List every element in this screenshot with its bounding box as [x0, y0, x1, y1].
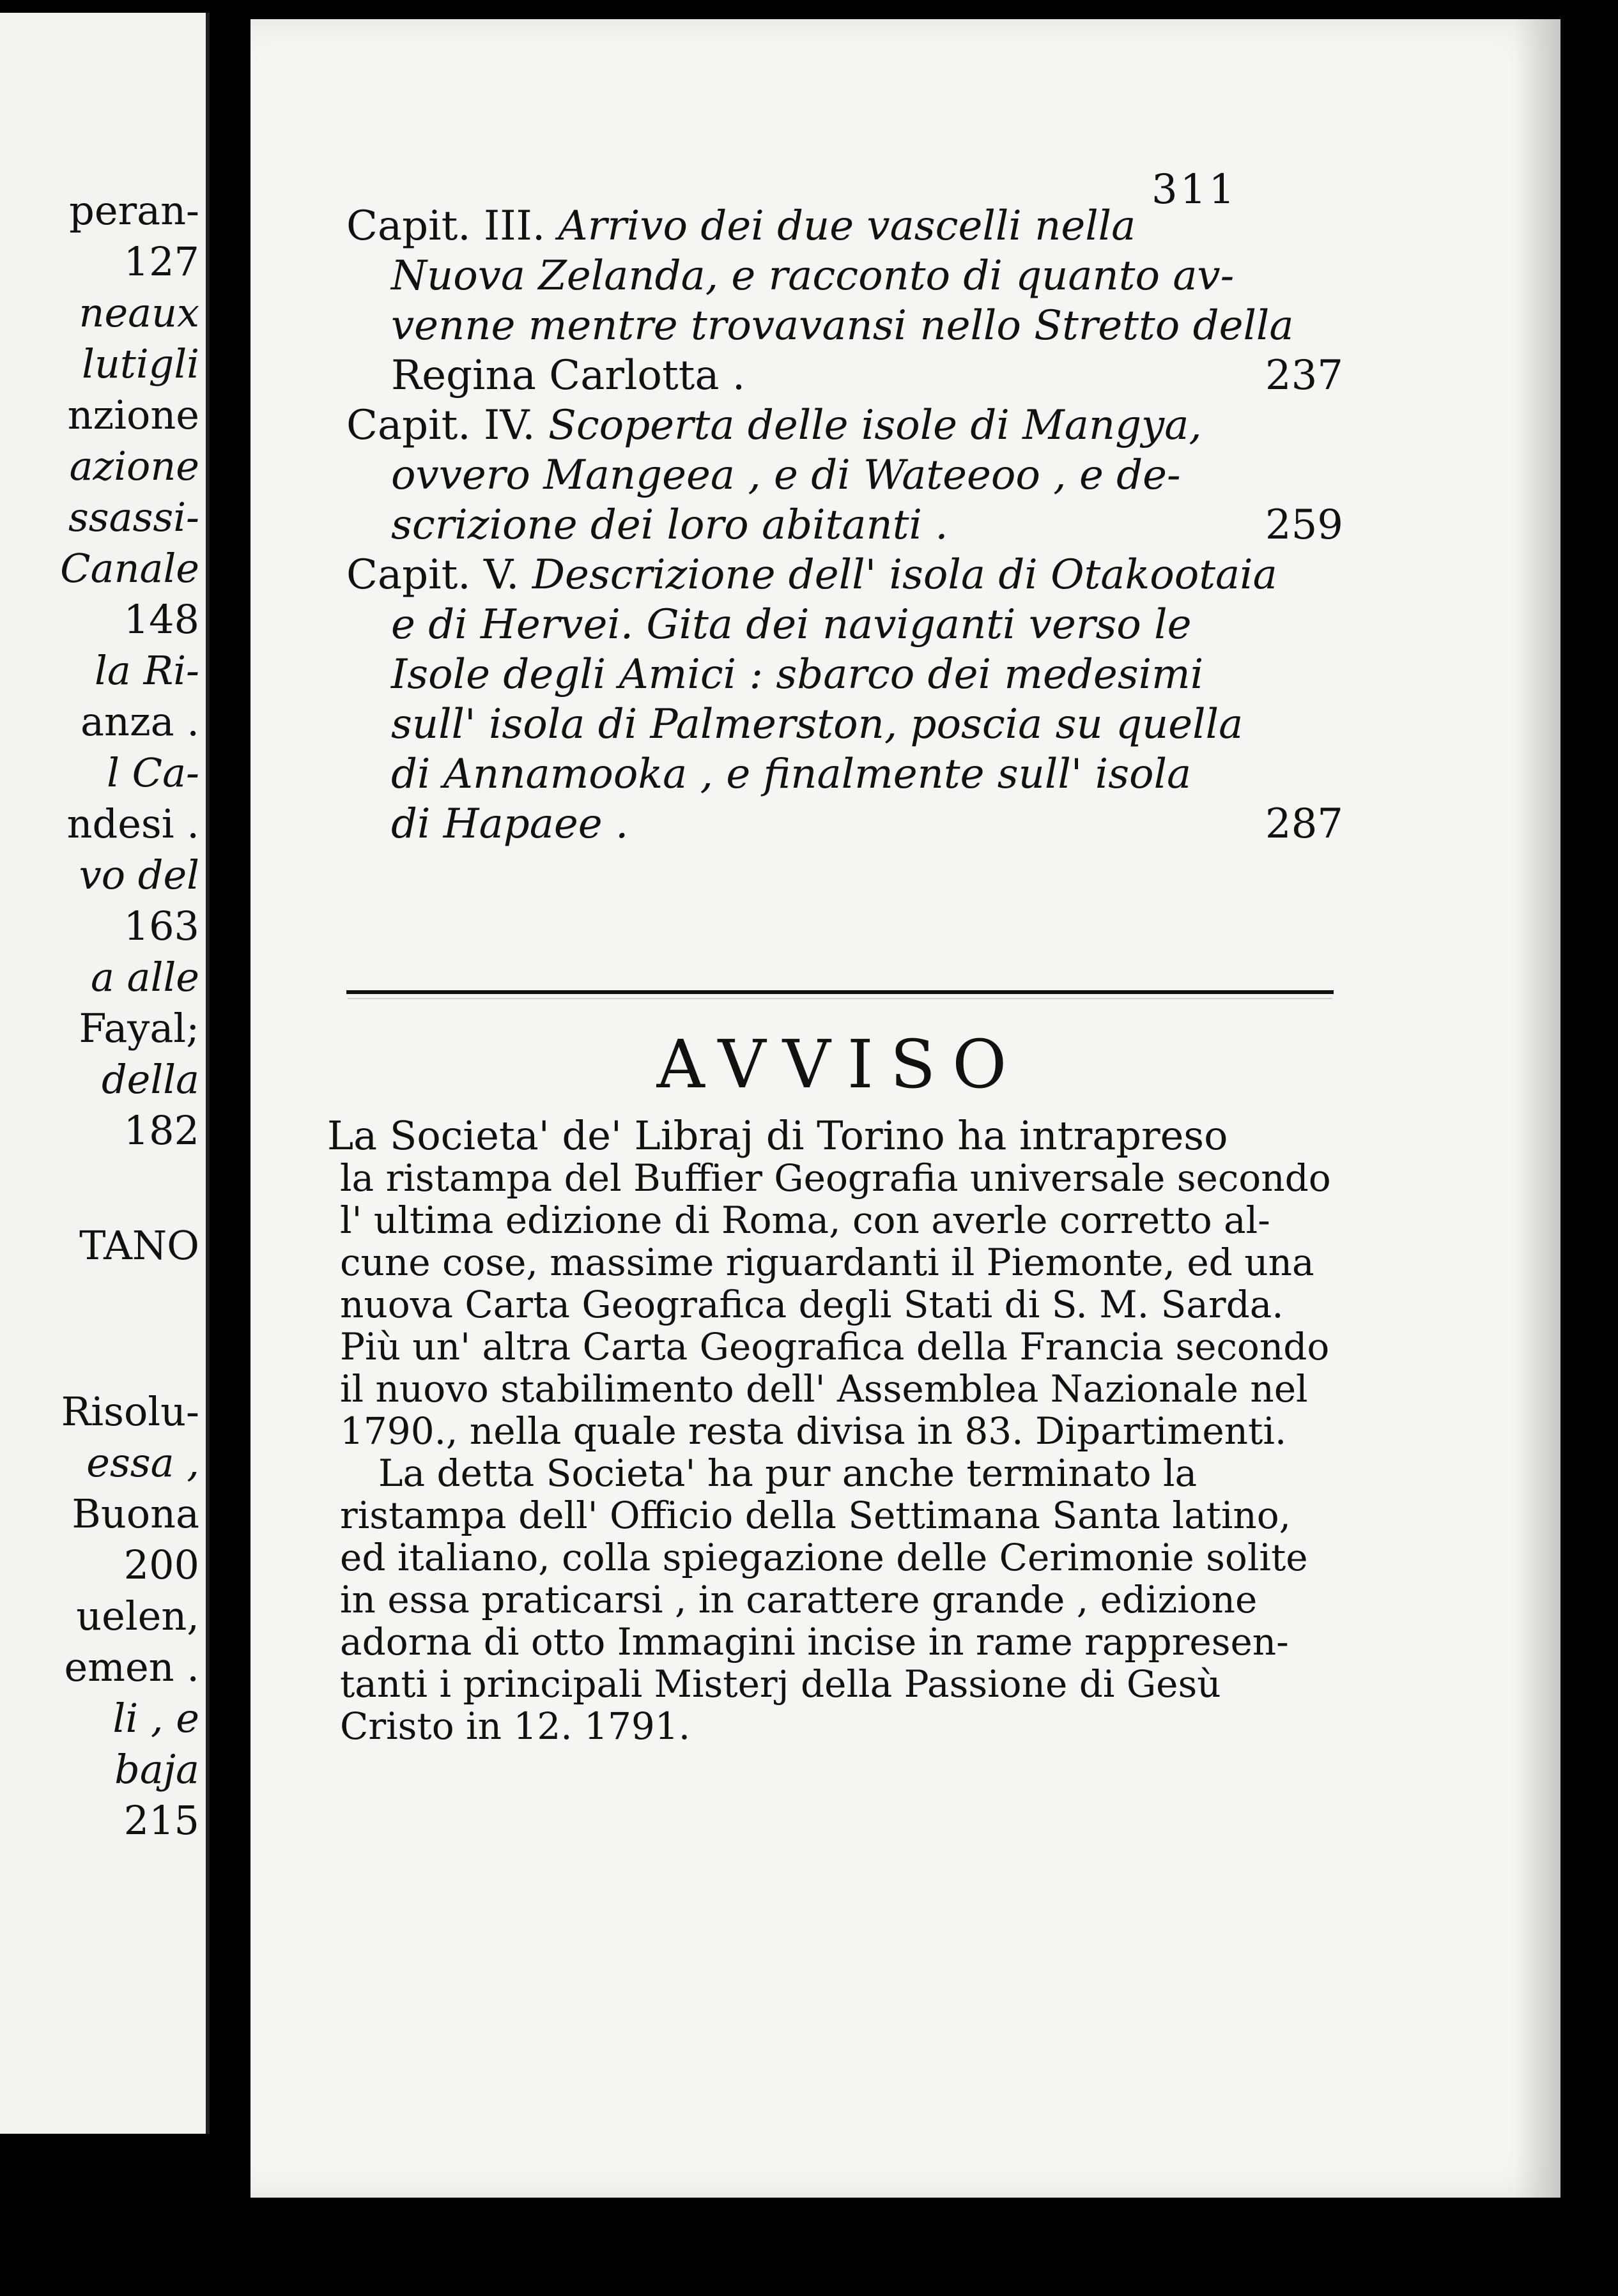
- notice-line: 1790., nella quale resta divisa in 83. Dipartimenti.: [340, 1409, 1287, 1453]
- left-fragment: l Ca-: [107, 749, 199, 796]
- left-fragment: emen .: [64, 1644, 199, 1690]
- left-fragment: della: [101, 1056, 199, 1103]
- notice-paragraph-1: [327, 1112, 1337, 1453]
- toc-line: [346, 700, 1343, 749]
- left-fragment: 148: [123, 596, 199, 643]
- left-fragment: Fayal;: [79, 1005, 199, 1052]
- left-fragment: uelen,: [76, 1593, 199, 1639]
- notice-line: ed italiano, colla spiegazione delle Cerimonie solite: [340, 1536, 1308, 1579]
- toc-line-text: Isole degli Amici : sbarco dei medesimi: [391, 651, 1204, 698]
- toc-line: [346, 351, 1343, 401]
- toc-line-text: Descrizione dell' isola di Otakootaia: [532, 551, 1277, 599]
- left-fragment: Buona: [72, 1490, 199, 1537]
- left-fragment: baja: [114, 1746, 199, 1793]
- notice-line: ristampa dell' Officio della Settimana Santa latino,: [340, 1494, 1291, 1537]
- notice-line: la ristampa del Buffier Geografia universale secondo: [340, 1156, 1331, 1200]
- toc-page-number: 259: [1265, 501, 1343, 549]
- toc-line-text: Nuova Zelanda, e racconto di quanto av-: [391, 252, 1235, 300]
- notice-line: Più un' altra Carta Geografica della Francia secondo: [340, 1325, 1330, 1368]
- toc-line-text: di Hapaee .: [391, 800, 629, 848]
- left-fragment: Canale: [60, 545, 199, 592]
- toc-line: [346, 749, 1343, 799]
- toc-entry-chapter-5: [346, 550, 1343, 849]
- section-divider-rule: [346, 990, 1334, 994]
- left-fragment: la Ri-: [95, 647, 199, 694]
- left-fragment: azione: [69, 443, 199, 489]
- page-number: 311: [1152, 166, 1238, 213]
- toc-line-text: di Annamooka , e finalmente sull' isola: [391, 751, 1192, 798]
- notice-line: il nuovo stabilimento dell' Assemblea Nazionale nel: [340, 1367, 1308, 1411]
- toc-line: [346, 450, 1343, 500]
- notice-line: adorna di otto Immagini incise in rame rappresen-: [340, 1620, 1289, 1664]
- toc-line: [346, 251, 1343, 301]
- toc-line-text: Arrivo dei due vascelli nella: [558, 203, 1136, 250]
- toc-chapter-label: Capit. V.: [346, 551, 520, 599]
- notice-line: La detta Societa' ha pur anche terminato la: [378, 1451, 1198, 1495]
- toc-line: [346, 500, 1343, 550]
- notice-line: La Societa' de' Libraj di Torino ha intrapreso: [327, 1112, 1228, 1159]
- notice-line: l' ultima edizione di Roma, con averle corretto al-: [340, 1198, 1270, 1242]
- toc-line: [346, 650, 1343, 700]
- toc-chapter-label: Capit. IV.: [346, 402, 535, 449]
- left-fragment: nzione: [67, 392, 199, 438]
- left-fragment: vo del: [79, 852, 199, 898]
- left-fragment: TANO: [79, 1222, 199, 1269]
- left-gap: [8, 1271, 199, 1386]
- left-fragment: li , e: [112, 1695, 199, 1741]
- left-page-edge: [0, 13, 210, 2134]
- right-page: [250, 19, 1560, 2198]
- toc-line-text: Scoperta delle isole di Mangya,: [548, 402, 1202, 449]
- left-fragment: Risolu-: [61, 1388, 199, 1435]
- toc-entry-chapter-3: [346, 201, 1343, 401]
- left-fragment: lutigli: [82, 341, 199, 387]
- toc-line: [346, 799, 1343, 849]
- notice-line: in essa praticarsi , in carattere grande , edizione: [340, 1578, 1258, 1621]
- left-fragment: 127: [123, 238, 199, 285]
- notice-paragraph-2: [327, 1452, 1337, 1747]
- left-fragment: 215: [123, 1797, 199, 1844]
- toc-page-number: 287: [1265, 800, 1343, 848]
- toc-page-number: 237: [1265, 352, 1343, 399]
- left-fragment: ndesi .: [66, 800, 199, 847]
- left-fragment: peran-: [69, 187, 199, 234]
- left-fragment: 163: [123, 903, 199, 949]
- left-fragment: anza .: [81, 698, 199, 745]
- toc-line: [346, 550, 1343, 600]
- left-fragment: ssassi-: [68, 494, 199, 540]
- notice-heading: AVVISO: [656, 1025, 1024, 1103]
- toc-line: [346, 301, 1343, 351]
- toc-line-text: scrizione dei loro abitanti .: [391, 501, 948, 549]
- notice-body: [327, 1112, 1337, 1748]
- left-gap: [8, 1156, 199, 1220]
- left-fragment: essa ,: [86, 1439, 199, 1486]
- left-fragment: 182: [123, 1107, 199, 1154]
- notice-line: Cristo in 12. 1791.: [340, 1704, 691, 1748]
- left-fragment: a alle: [91, 954, 199, 1000]
- left-fragment: 200: [123, 1542, 199, 1588]
- toc-line-text: e di Hervei. Gita dei naviganti verso le: [391, 601, 1192, 648]
- toc-line-text: sull' isola di Palmerston, poscia su quella: [391, 701, 1244, 748]
- notice-line: nuova Carta Geografica degli Stati di S. M. Sarda.: [340, 1283, 1284, 1326]
- toc-entry-chapter-4: [346, 401, 1343, 550]
- toc-line-text: ovvero Mangeea , e di Wateeoo , e de-: [391, 452, 1181, 499]
- notice-line: cune cose, massime riguardanti il Piemonte, ed una: [340, 1241, 1314, 1284]
- toc-line: [346, 401, 1343, 450]
- toc-line: [346, 600, 1343, 650]
- toc-line: [346, 201, 1343, 251]
- toc-chapter-label: Capit. III.: [346, 203, 546, 250]
- notice-line: tanti i principali Misterj della Passione di Gesù: [340, 1662, 1221, 1706]
- left-page-fragments: [8, 185, 199, 1846]
- toc-line-text: venne mentre trovavansi nello Stretto della: [391, 302, 1294, 349]
- table-of-contents: [346, 201, 1343, 849]
- left-fragment: neaux: [79, 289, 199, 336]
- toc-line-text: Regina Carlotta .: [391, 352, 746, 399]
